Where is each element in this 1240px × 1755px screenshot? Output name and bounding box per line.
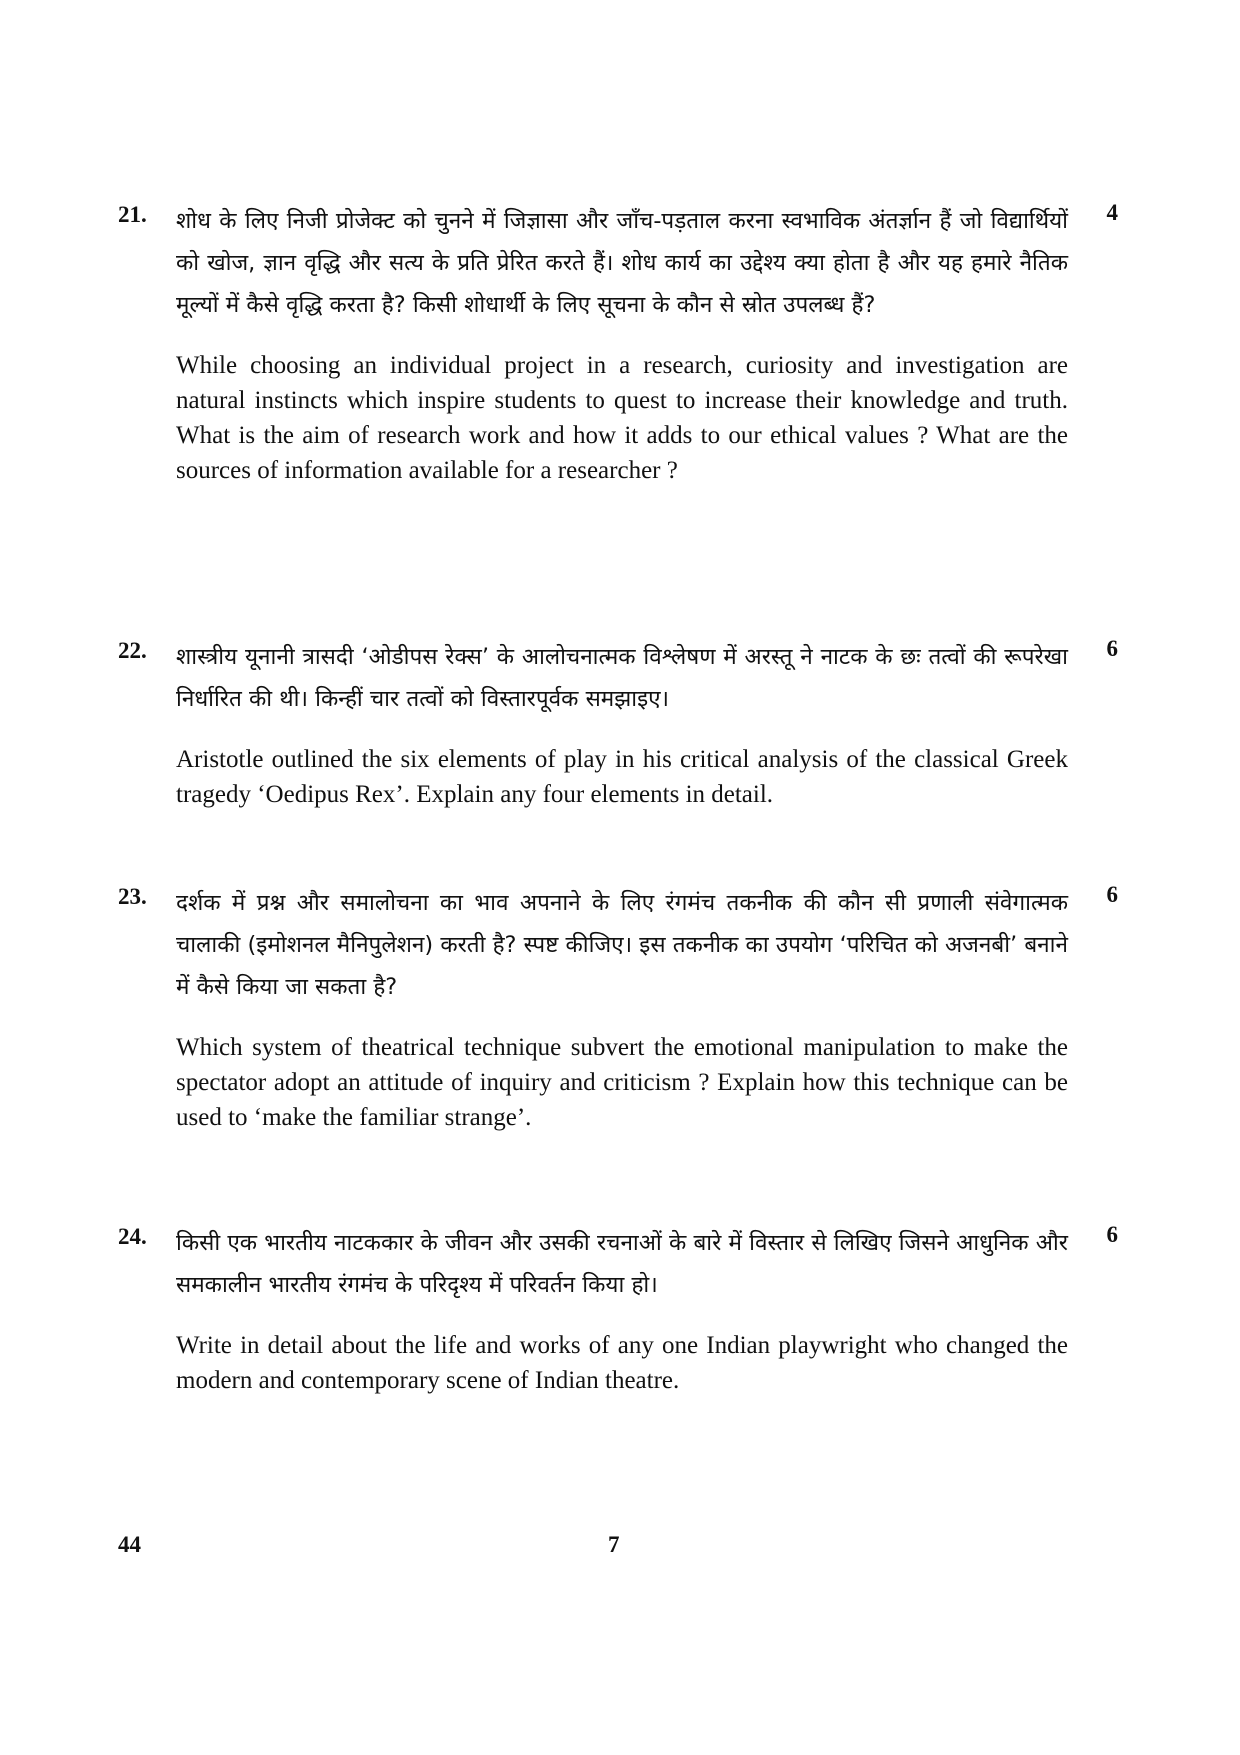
question-marks: 6 [1106,1222,1118,1247]
question-body [176,200,1068,488]
question-body [176,636,1068,812]
question-text-hindi: शास्त्रीय यूनानी त्रासदी ‘ओडीपस रेक्स’ के आलोचनात्मक विश्लेषण में अरस्तू ने नाटक के छः तत्वों की रूपरेखा निर्धारित की थी। किन्हीं चार तत्वों को विस्तारपूर्वक समझाइए। [176,644,1068,712]
question-text-english: Which system of theatrical technique subvert the emotional manipulation to make the spectator adopt an attitude of inquiry and criticism ? Explain how this technique can be used to ‘make the familiar strange’. [176,1034,1068,1131]
question-body [176,882,1068,1135]
question-text-hindi: दर्शक में प्रश्न और समालोचना का भाव अपनाने के लिए रंगमंच तकनीक की कौन सी प्रणाली संवेगात्मक चालाकी (इमोशनल मैनिपुलेशन) करती है? स्पष्ट कीजिए। इस तकनीक का उपयोग ‘परिचित को अजनबी’ बनाने में कैसे किया जा सकता है? [176,890,1068,1000]
question-23 [118,882,1118,1135]
question-text-hindi: शोध के लिए निजी प्रोजेक्ट को चुनने में जिज्ञासा और जाँच-पड़ताल करना स्वभाविक अंतर्ज्ञान हैं जो विद्यार्थियों को खोज, ज्ञान वृद्धि और सत्य के प्रति प्रेरित करते हैं। शोध कार्य का उद्देश्य क्या होता है और यह हमारे नैतिक मूल्यों में कैसे वृद्धि करता है? किसी शोधार्थी के लिए सूचना के कौन से स्रोत उपलब्ध हैं? [176,208,1068,318]
question-number: 21. [118,202,147,227]
question-body [176,1222,1068,1398]
question-marks: 4 [1106,200,1118,225]
question-text-english: Write in detail about the life and works of any one Indian playwright who changed the modern and contemporary scene of Indian theatre. [176,1332,1068,1394]
question-number: 22. [118,638,147,663]
question-marks: 6 [1106,882,1118,907]
paper-code: 44 [118,1532,141,1557]
question-text-english: While choosing an individual project in a research, curiosity and investigation are natural instincts which inspire students to quest to increase their knowledge and truth. What is the aim of research work and how it adds to our ethical values ? What are the sources of information available for a researcher ? [176,352,1068,484]
question-21 [118,200,1118,488]
question-number: 23. [118,884,147,909]
page-number: 7 [608,1532,620,1557]
question-text-english: Aristotle outlined the six elements of play in his critical analysis of the classical Greek tragedy ‘Oedipus Rex’. Explain any four elements in detail. [176,746,1068,808]
question-22 [118,636,1118,812]
question-number: 24. [118,1224,147,1249]
question-marks: 6 [1106,636,1118,661]
question-text-hindi: किसी एक भारतीय नाटककार के जीवन और उसकी रचनाओं के बारे में विस्तार से लिखिए जिसने आधुनिक और समकालीन भारतीय रंगमंच के परिदृश्य में परिवर्तन किया हो। [176,1230,1068,1298]
question-24 [118,1222,1118,1398]
